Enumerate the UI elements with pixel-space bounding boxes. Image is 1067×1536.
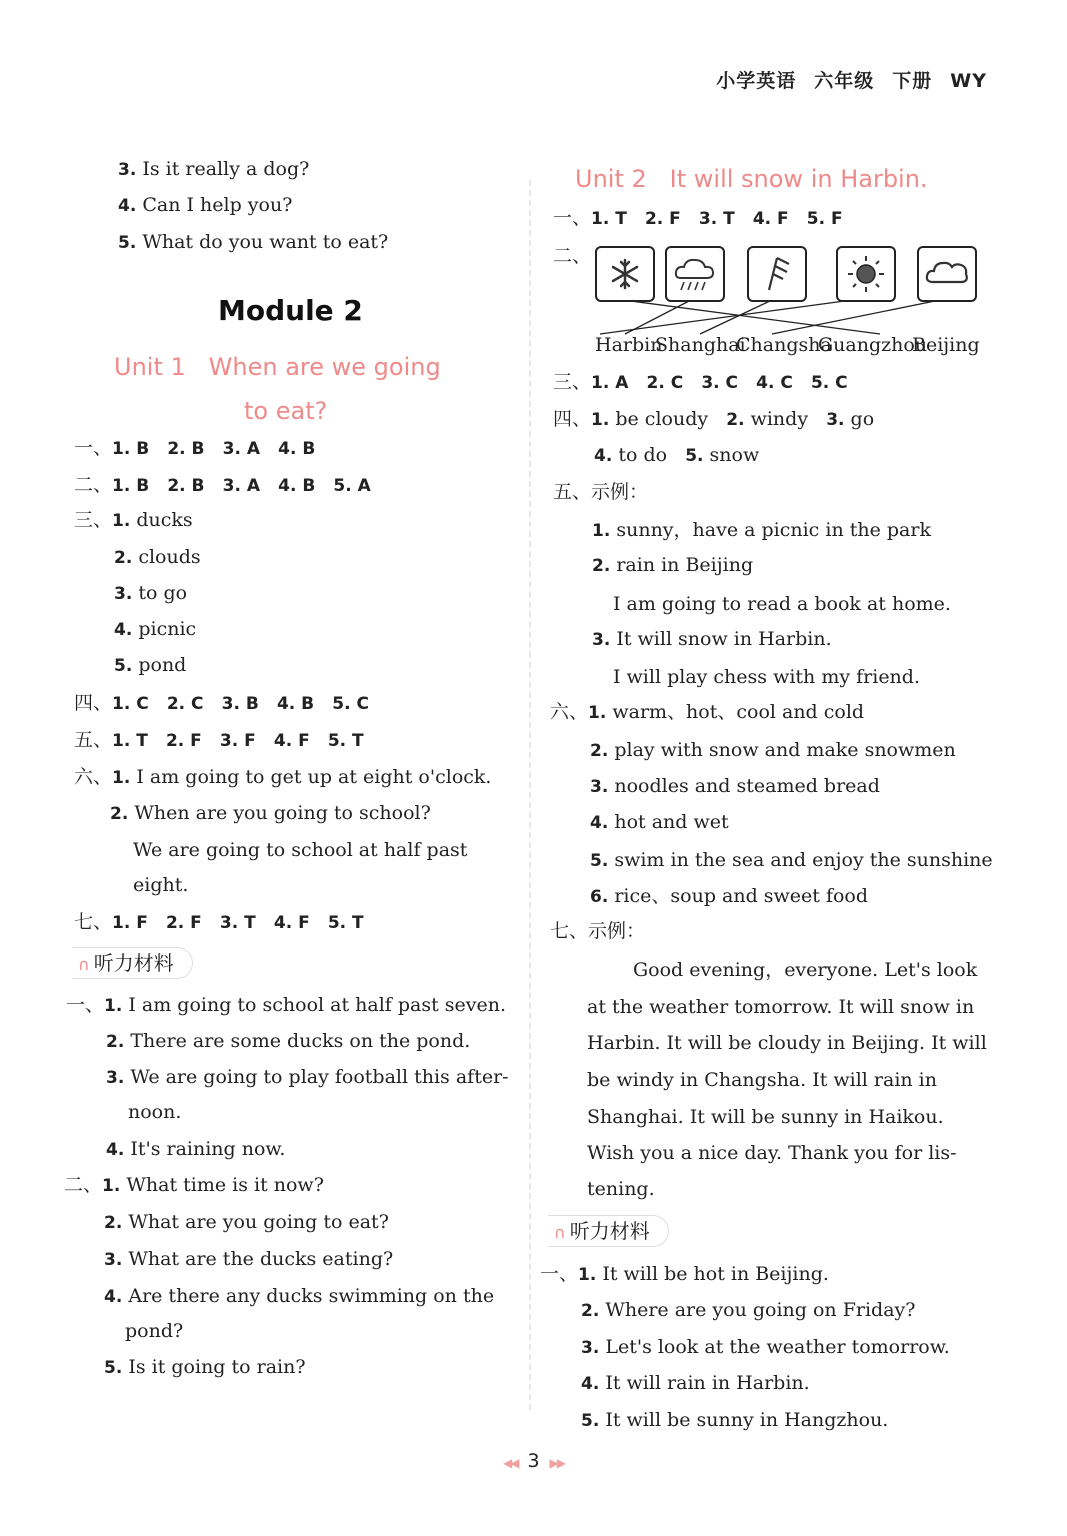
- answer-row: 六、1. warm、hot、cool and cold: [550, 701, 865, 723]
- paragraph-line: tening.: [587, 1178, 655, 1200]
- prev-page-icon[interactable]: ◀◀: [502, 1456, 518, 1470]
- answer-row: 一、1. B 2. B 3. A 4. B: [74, 437, 316, 459]
- answer-row: 3. to go: [114, 582, 188, 604]
- section-label: 五、示例：: [553, 481, 649, 503]
- answer-row: 二、1. B 2. B 3. A 4. B 5. A: [74, 474, 371, 496]
- unit2-title: Unit 2 It will snow in Harbin.: [575, 165, 928, 193]
- match-line-windy-changsha: [700, 300, 772, 334]
- city-label: Changsha: [736, 334, 832, 356]
- edition: WY: [950, 70, 987, 92]
- listening-line: 2. Where are you going on Friday?: [581, 1299, 916, 1321]
- answer-row: 五、1. T 2. F 3. F 4. F 5. T: [74, 729, 364, 751]
- list-item: 5. What do you want to eat?: [118, 231, 389, 253]
- listening-line: 二、1. What time is it now?: [64, 1174, 324, 1196]
- city-label: Beijing: [912, 334, 980, 356]
- listening-line: 5. It will be sunny in Hangzhou.: [581, 1409, 889, 1431]
- headphones-icon: ∩: [554, 1223, 566, 1242]
- rain-cloud-icon: [665, 246, 725, 302]
- column-divider: [529, 180, 531, 1410]
- unit1-title: Unit 1 When are we going: [114, 353, 441, 381]
- paragraph-line: Harbin. It will be cloudy in Beijing. It will: [587, 1032, 987, 1054]
- match-line-snow-harbin: [623, 300, 880, 334]
- cloud-icon: [917, 246, 977, 302]
- answer-row: 四、1. C 2. C 3. B 4. B 5. C: [74, 692, 369, 714]
- subject: 小学英语: [716, 70, 797, 92]
- answer-row: We are going to school at half past: [133, 839, 468, 861]
- paragraph-line: at the weather tomorrow. It will snow in: [587, 996, 975, 1018]
- listening-label: ∩ 听力材料: [548, 1215, 669, 1247]
- listening-line: noon.: [128, 1101, 182, 1123]
- answer-row: 1. sunny，have a picnic in the park: [592, 519, 931, 541]
- answer-row: 2. When are you going to school?: [110, 802, 431, 824]
- answer-row: I am going to read a book at home.: [613, 593, 951, 615]
- listening-line: 2. What are you going to eat?: [104, 1211, 389, 1233]
- volume: 下册: [892, 70, 933, 92]
- city-label: Harbin: [595, 334, 663, 356]
- listening-line: 4. Are there any ducks swimming on the: [104, 1285, 495, 1307]
- match-line-sunny-guangzhou: [600, 300, 852, 334]
- next-page-icon[interactable]: ▶▶: [549, 1456, 565, 1470]
- answer-row: 一、1. T 2. F 3. T 4. F 5. F: [553, 207, 843, 229]
- listening-line: pond?: [125, 1320, 184, 1342]
- page-header: [698, 66, 987, 93]
- answer-row: 2. play with snow and make snowmen: [590, 739, 956, 761]
- sun-icon: [836, 246, 896, 302]
- windy-flag-icon: [747, 246, 807, 302]
- headphones-icon: ∩: [78, 955, 90, 974]
- answer-row: 四、1. be cloudy 2. windy 3. go: [553, 408, 875, 430]
- answer-row: 3. It will snow in Harbin.: [592, 628, 832, 650]
- module-title: Module 2: [218, 294, 363, 327]
- answer-row: 5. pond: [114, 654, 187, 676]
- paragraph-line: Shanghai. It will be sunny in Haikou.: [587, 1106, 944, 1128]
- listening-line: 3. What are the ducks eating?: [104, 1248, 394, 1270]
- answer-row: eight.: [133, 874, 189, 896]
- snowflake-icon: [595, 246, 655, 302]
- listening-line: 3. We are going to play football this after-: [106, 1066, 509, 1088]
- answer-row: I will play chess with my friend.: [613, 666, 920, 688]
- listening-label: ∩ 听力材料: [72, 947, 193, 979]
- match-line-cloudy-beijing: [772, 300, 940, 334]
- unit1-title-line2: to eat?: [244, 397, 328, 425]
- answer-row: 6. rice、soup and sweet food: [590, 885, 869, 907]
- section-label: 二、: [553, 245, 592, 267]
- answer-row: 七、1. F 2. F 3. T 4. F 5. T: [74, 911, 364, 933]
- answer-row: 六、1. I am going to get up at eight o'clock.: [74, 766, 492, 788]
- answer-row: 3. noodles and steamed bread: [590, 775, 880, 797]
- grade: 六年级: [814, 70, 875, 92]
- listening-line: 2. There are some ducks on the pond.: [106, 1030, 471, 1052]
- city-label: Guangzhou: [818, 334, 928, 356]
- matching-lines: [560, 298, 990, 338]
- section-label: 七、示例：: [550, 920, 646, 942]
- paragraph-line: be windy in Changsha. It will rain in: [587, 1069, 937, 1091]
- list-item: 4. Can I help you?: [118, 194, 293, 216]
- answer-row: 2. clouds: [114, 546, 201, 568]
- answer-row: 4. hot and wet: [590, 811, 729, 833]
- listening-line: 5. Is it going to rain?: [104, 1356, 306, 1378]
- answer-row: 三、1. A 2. C 3. C 4. C 5. C: [553, 371, 848, 393]
- page-footer: [0, 1450, 1067, 1472]
- listening-line: 一、1. It will be hot in Beijing.: [540, 1263, 829, 1285]
- paragraph-line: Good evening，everyone. Let's look: [633, 959, 978, 981]
- answer-row: 2. rain in Beijing: [592, 554, 754, 576]
- listening-line: 一、1. I am going to school at half past seven.: [66, 994, 507, 1016]
- page-number: 3: [527, 1450, 540, 1472]
- listening-line: 4. It will rain in Harbin.: [581, 1372, 810, 1394]
- list-item: 3. Is it really a dog?: [118, 158, 310, 180]
- paragraph-line: Wish you a nice day. Thank you for lis-: [587, 1142, 957, 1164]
- city-label: Shanghai: [655, 334, 746, 356]
- answer-row: 4. to do 5. snow: [594, 444, 760, 466]
- listening-line: 3. Let's look at the weather tomorrow.: [581, 1336, 950, 1358]
- answer-row: 4. picnic: [114, 618, 197, 640]
- listening-line: 4. It's raining now.: [106, 1138, 286, 1160]
- answer-row: 三、1. ducks: [74, 509, 193, 531]
- answer-row: 5. swim in the sea and enjoy the sunshine: [590, 849, 993, 871]
